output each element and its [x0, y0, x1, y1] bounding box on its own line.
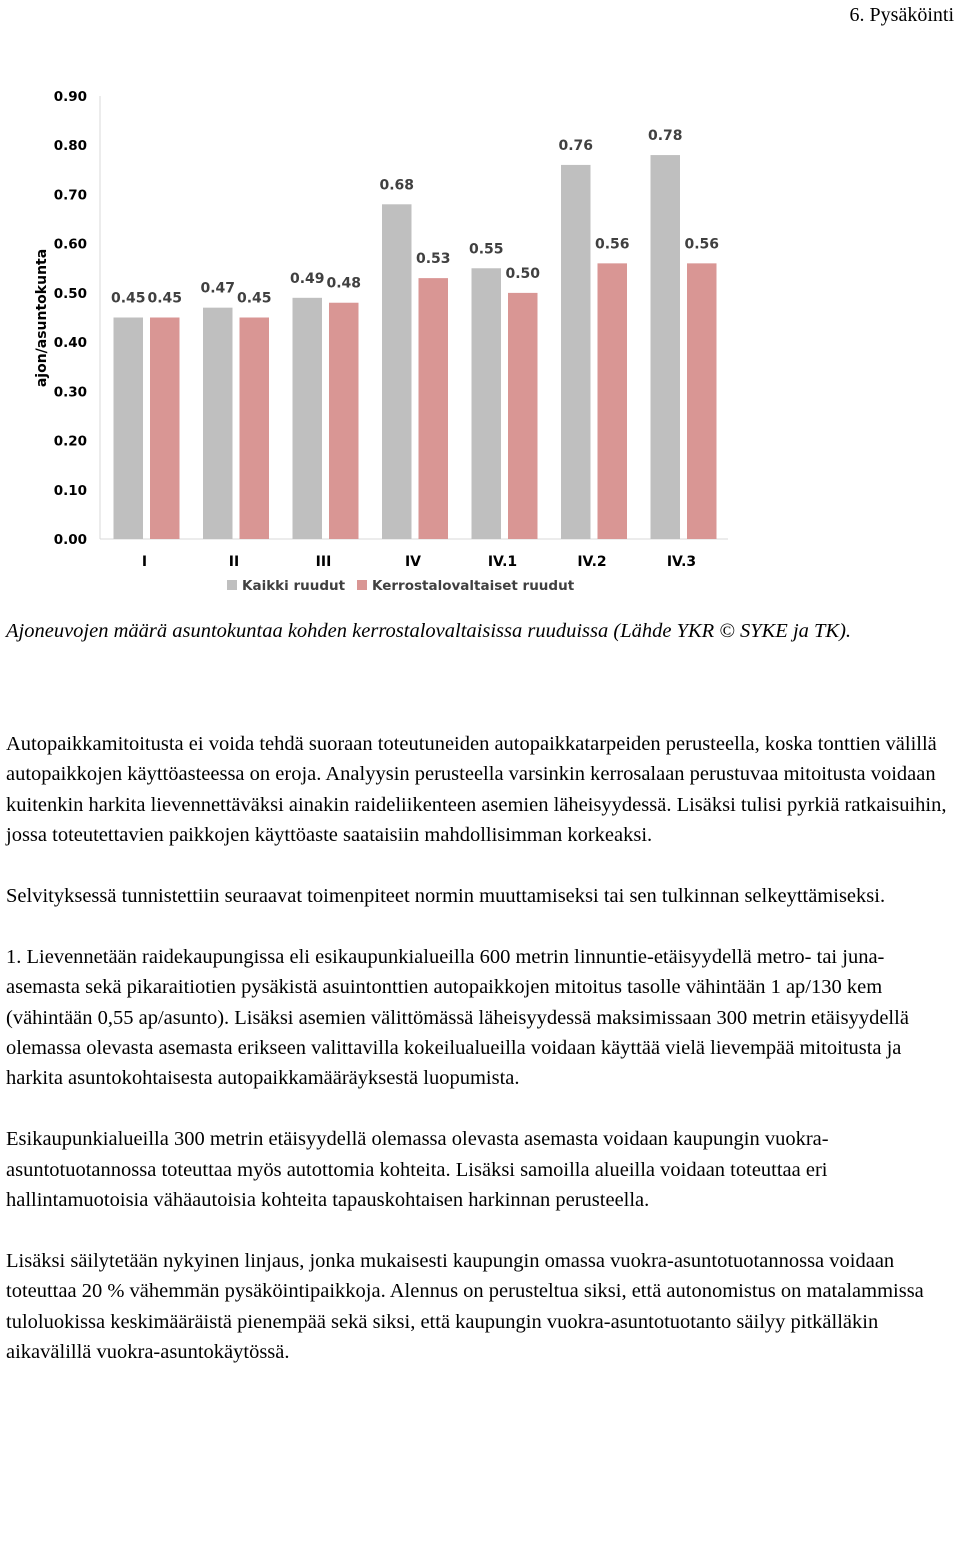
- y-tick-label: 0.60: [53, 236, 87, 253]
- bar-kaikki-ruudut-iv-2: [561, 165, 591, 539]
- legend-swatch: [357, 580, 367, 590]
- bar-kerrostalovaltaiset-ii: [240, 318, 270, 540]
- bar-kaikki-ruudut-ii: [203, 308, 233, 539]
- y-tick-label: 0.80: [53, 138, 87, 155]
- bar-value-label: 0.48: [326, 275, 362, 292]
- bar-kaikki-ruudut-iv: [382, 204, 412, 539]
- bar-chart-svg: [0, 60, 960, 620]
- legend-label: Kaikki ruudut: [242, 578, 346, 594]
- bar-kerrostalovaltaiset-i: [150, 318, 180, 540]
- paragraph-3: 1. Lievennetään raidekaupungissa eli esikaupunkialueilla 600 metrin linnuntie-etäisyydellä metro- tai juna-asemasta sekä pikaraitiotien pysäkistä asuintonttien autopaikkojen mitoitus tasolle vähintään 1 ap/130 kem (vähintään 0,55 ap/asunto). Lisäksi asemien välittömässä läheisyydessä maksimissaan 300 metrin etäisyydellä olemassa olevasta asemasta erikseen valittavilla kokeilualueilla voidaan käyttää vielä lievempää mitoitusta ja harkita asuntokohtaisesta autopaikkamääräyksestä luopumista.: [6, 945, 909, 1090]
- legend: [227, 578, 575, 594]
- y-tick-label: 0.00: [53, 532, 87, 548]
- x-tick-label: III: [315, 554, 332, 570]
- bar-kerrostalovaltaiset-iv: [419, 278, 449, 539]
- y-tick-label: 0.20: [53, 433, 87, 450]
- y-tick-label: 0.30: [53, 384, 87, 401]
- x-tick-label: IV.3: [666, 554, 697, 570]
- bar-kerrostalovaltaiset-iv-3: [687, 263, 717, 539]
- body-text: [6, 729, 954, 1367]
- bar-value-label: 0.45: [236, 290, 272, 307]
- bar-value-label: 0.49: [289, 270, 325, 287]
- x-tick-label: IV: [404, 554, 422, 570]
- bar-value-label: 0.53: [415, 251, 451, 268]
- bar-value-label: 0.56: [594, 236, 630, 253]
- bar-value-label: 0.68: [379, 177, 415, 194]
- x-tick-label: I: [141, 554, 148, 570]
- value-labels: [111, 128, 719, 306]
- bar-kaikki-ruudut-i: [114, 318, 144, 540]
- bar-value-label: 0.76: [558, 137, 594, 154]
- bar-value-label: 0.45: [110, 290, 146, 307]
- y-axis-label: ajon/asuntokunta: [34, 248, 50, 388]
- bar-value-label: 0.56: [684, 236, 720, 253]
- paragraph-2: Selvityksessä tunnistettiin seuraavat toimenpiteet normin muuttamiseksi tai sen tulkinnan selkeyttämiseksi.: [6, 885, 886, 908]
- bar-kaikki-ruudut-iv-3: [651, 155, 681, 539]
- bar-value-label: 0.55: [468, 241, 504, 258]
- x-tick-label: II: [228, 554, 240, 570]
- paragraph-1: Autopaikkamitoitusta ei voida tehdä suoraan toteutuneiden autopaikkatarpeiden perusteella, koska tonttien välillä autopaikkojen käyttöasteessa on eroja. Analyysin perusteella varsinkin kerrosalaan perustuvaa mitoitusta voidaan kuitenkin harkita lievennettäväksi ainakin raideliikenteen asemien läheisyydessä. Lisäksi tulisi pyrkiä ratkaisuihin, jossa toteutettavien paikkojen käyttöaste saataisiin mahdollisimman korkeaksi.: [6, 733, 947, 847]
- figure-caption: Ajoneuvojen määrä asuntokuntaa kohden kerrostalovaltaisissa ruuduissa (Lähde YKR © SYKE ja TK).: [6, 620, 852, 642]
- bars: [114, 155, 720, 539]
- section-header: 6. Pysäköinti: [849, 4, 954, 26]
- bar-value-label: 0.47: [200, 280, 236, 297]
- bar-kaikki-ruudut-iii: [293, 298, 323, 539]
- bar-kaikki-ruudut-iv-1: [472, 268, 502, 539]
- y-tick-label: 0.40: [53, 335, 87, 352]
- legend-swatch: [227, 580, 237, 590]
- bar-kerrostalovaltaiset-iv-1: [508, 293, 538, 539]
- paragraph-5: Lisäksi säilytetään nykyinen linjaus, jonka mukaisesti kaupungin omassa vuokra-asuntotuotannossa voidaan toteuttaa 20 % vähemmän pysäköintipaikkoja. Alennus on perusteltua siksi, että autonomistus on matalammissa tuloluokissa keskimääräistä pienempää sekä siksi, että kaupungin vuokra-asuntotuotanto säilyy pitkälläkin aikavälillä vuokra-asuntokäytössä.: [6, 1249, 924, 1364]
- legend-label: Kerrostalovaltaiset ruudut: [372, 578, 575, 594]
- bar-chart: [0, 60, 960, 620]
- bar-value-label: 0.50: [505, 265, 541, 282]
- x-tick-label: IV.2: [577, 554, 607, 570]
- paragraph-4: Esikaupunkialueilla 300 metrin etäisyydellä olemassa olevasta asemasta voidaan kaupungin vuokra-asuntotuotannossa toteuttaa myös autottomia kohteita. Lisäksi samoilla alueilla voidaan toteuttaa eri hallintamuotoisia vähäautoisia kohteita tapauskohtaisen harkinnan perusteella.: [6, 1128, 829, 1212]
- y-tick-label: 0.90: [53, 89, 87, 105]
- x-tick-label: IV.1: [487, 554, 518, 570]
- bar-kerrostalovaltaiset-iv-2: [598, 263, 628, 539]
- bar-value-label: 0.45: [147, 290, 183, 307]
- y-tick-label: 0.10: [53, 482, 87, 499]
- bar-kerrostalovaltaiset-iii: [329, 303, 359, 539]
- y-tick-label: 0.50: [53, 285, 87, 302]
- y-tick-labels: [54, 89, 87, 548]
- bar-value-label: 0.78: [647, 128, 683, 145]
- y-tick-label: 0.70: [53, 187, 87, 204]
- x-tick-labels: [142, 554, 696, 570]
